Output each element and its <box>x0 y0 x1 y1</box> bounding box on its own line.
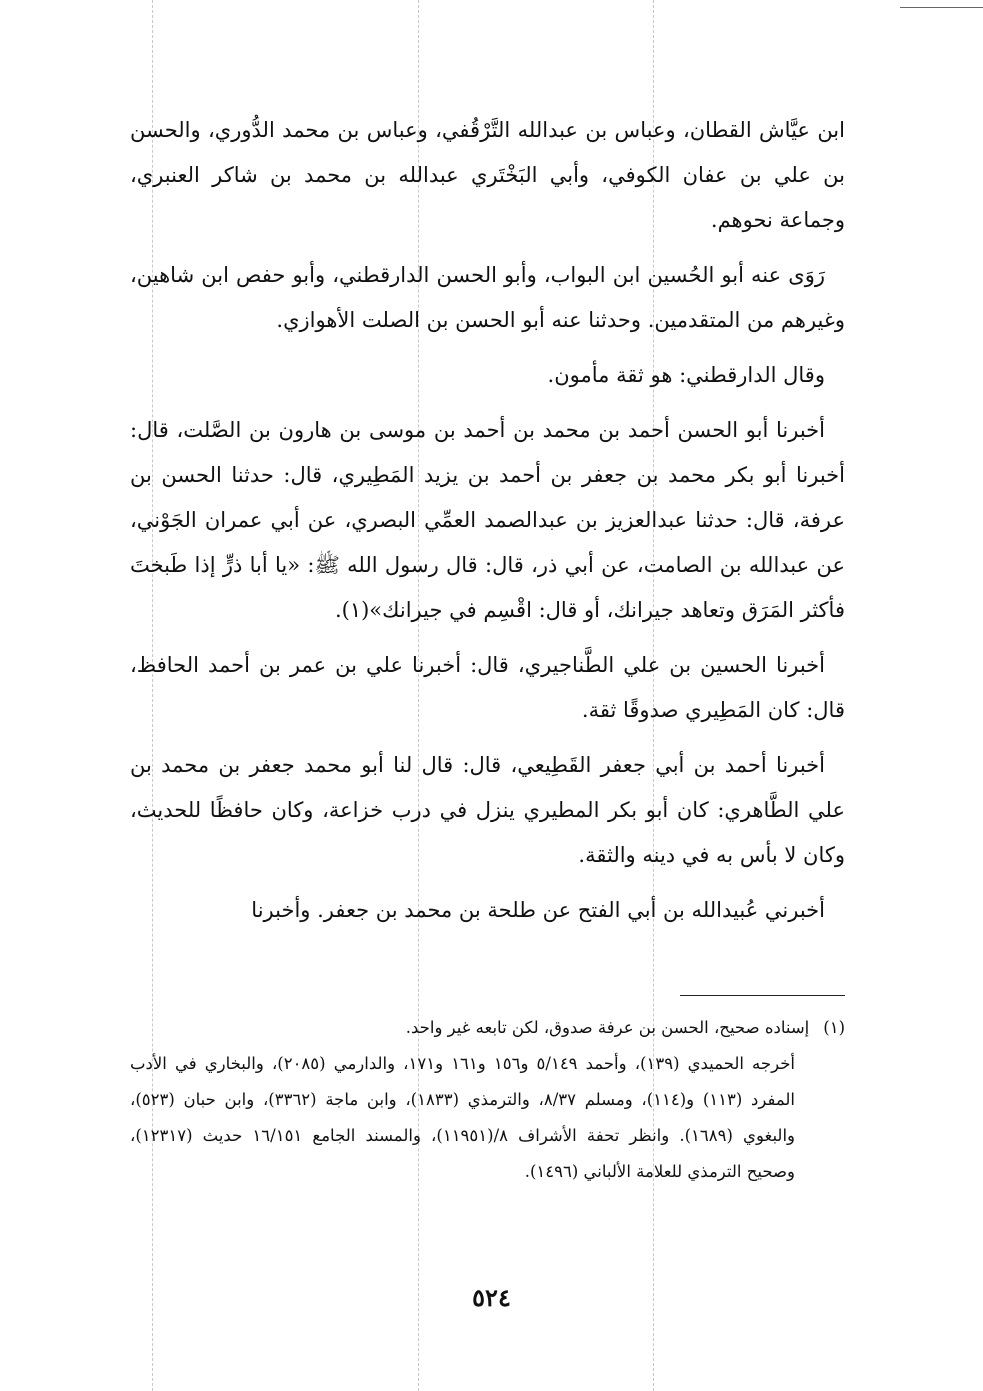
paragraph-5: أخبرنا الحسين بن علي الطَّناجيري، قال: أخبرنا علي بن عمر بن أحمد الحافظ، قال: كان المَطِيري صدوقًا ثقة. <box>130 653 845 722</box>
paragraph-4: أخبرنا أبو الحسن أحمد بن محمد بن أحمد بن موسى بن هارون بن الصَّلت، قال: أخبرنا أبو بكر محمد بن جعفر بن أحمد بن يزيد المَطِيري، قال: حدثنا الحسن بن عرفة، قال: حدثنا عبدالعزيز بن عبدالصمد العمِّي البصري، عن أبي عمران الجَوْني، عن عبدالله بن الصامت، عن أبي ذر، قال: قال رسول الله ﷺ: «يا أبا ذرٍّ إذا طَبختَ فأكثر المَرَق وتعاهد جيرانك، أو قال: اقْسِم في جيرانك»(١). <box>130 418 845 622</box>
paragraph-1: ابن عيَّاش القطان، وعباس بن عبدالله التَّرْقُفي، وعباس بن محمد الدُّوري، والحسن بن علي بن عفان الكوفي، وأبي البَخْتَري عبدالله بن محمد بن شاكر العنبري، وجماعة نحوهم. <box>130 118 845 232</box>
paragraph-7: أخبرني عُبيدالله بن أبي الفتح عن طلحة بن محمد بن جعفر. وأخبرنا <box>251 898 825 922</box>
paragraph-3: وقال الدارقطني: هو ثقة مأمون. <box>547 363 825 387</box>
page-body <box>130 108 845 943</box>
footnotes <box>130 1010 845 1190</box>
paragraph-2: رَوَى عنه أبو الحُسين ابن البواب، وأبو الحسن الدارقطني، وأبو حفص ابن شاهين، وغيرهم من المتقدمين. وحدثنا عنه أبو الحسن بن الصلت الأهوازي. <box>130 263 845 332</box>
footnote-first-line: إسناده صحيح، الحسن بن عرفة صدوق، لكن تابعه غير واحد. <box>405 1018 810 1037</box>
footnote-number: (١) <box>823 1018 845 1037</box>
footnote-1 <box>130 1010 845 1046</box>
footnote-continuation: أخرجه الحميدي (١٣٩)، وأحمد ٥/١٤٩ و١٥٦ و١٦١ و١٧١، والدارمي (٢٠٨٥)، والبخاري في الأدب المفرد (١١٣) و(١١٤)، ومسلم ٨/٣٧، والترمذي (١٨٣٣)، وابن ماجة (٣٣٦٢)، وابن حبان (٥٢٣)، والبغوي (١٦٨٩). وانظر تحفة الأشراف ٨/(١١٩٥١)، والمسند الجامع ١٦/١٥١ حديث (١٢٣١٧)، وصحيح الترمذي للعلامة الألباني (١٤٩٦). <box>130 1054 796 1181</box>
footnote-separator <box>680 995 845 996</box>
top-edge-rule <box>900 7 983 8</box>
page-number: ٥٢٤ <box>472 1283 511 1312</box>
paragraph-6: أخبرنا أحمد بن أبي جعفر القَطِيعي، قال: قال لنا أبو محمد جعفر بن محمد بن علي الطَّاهري: كان أبو بكر المطيري ينزل في درب خزاعة، وكان حافظًا للحديث، وكان لا بأس به في دينه والثقة. <box>130 753 845 867</box>
